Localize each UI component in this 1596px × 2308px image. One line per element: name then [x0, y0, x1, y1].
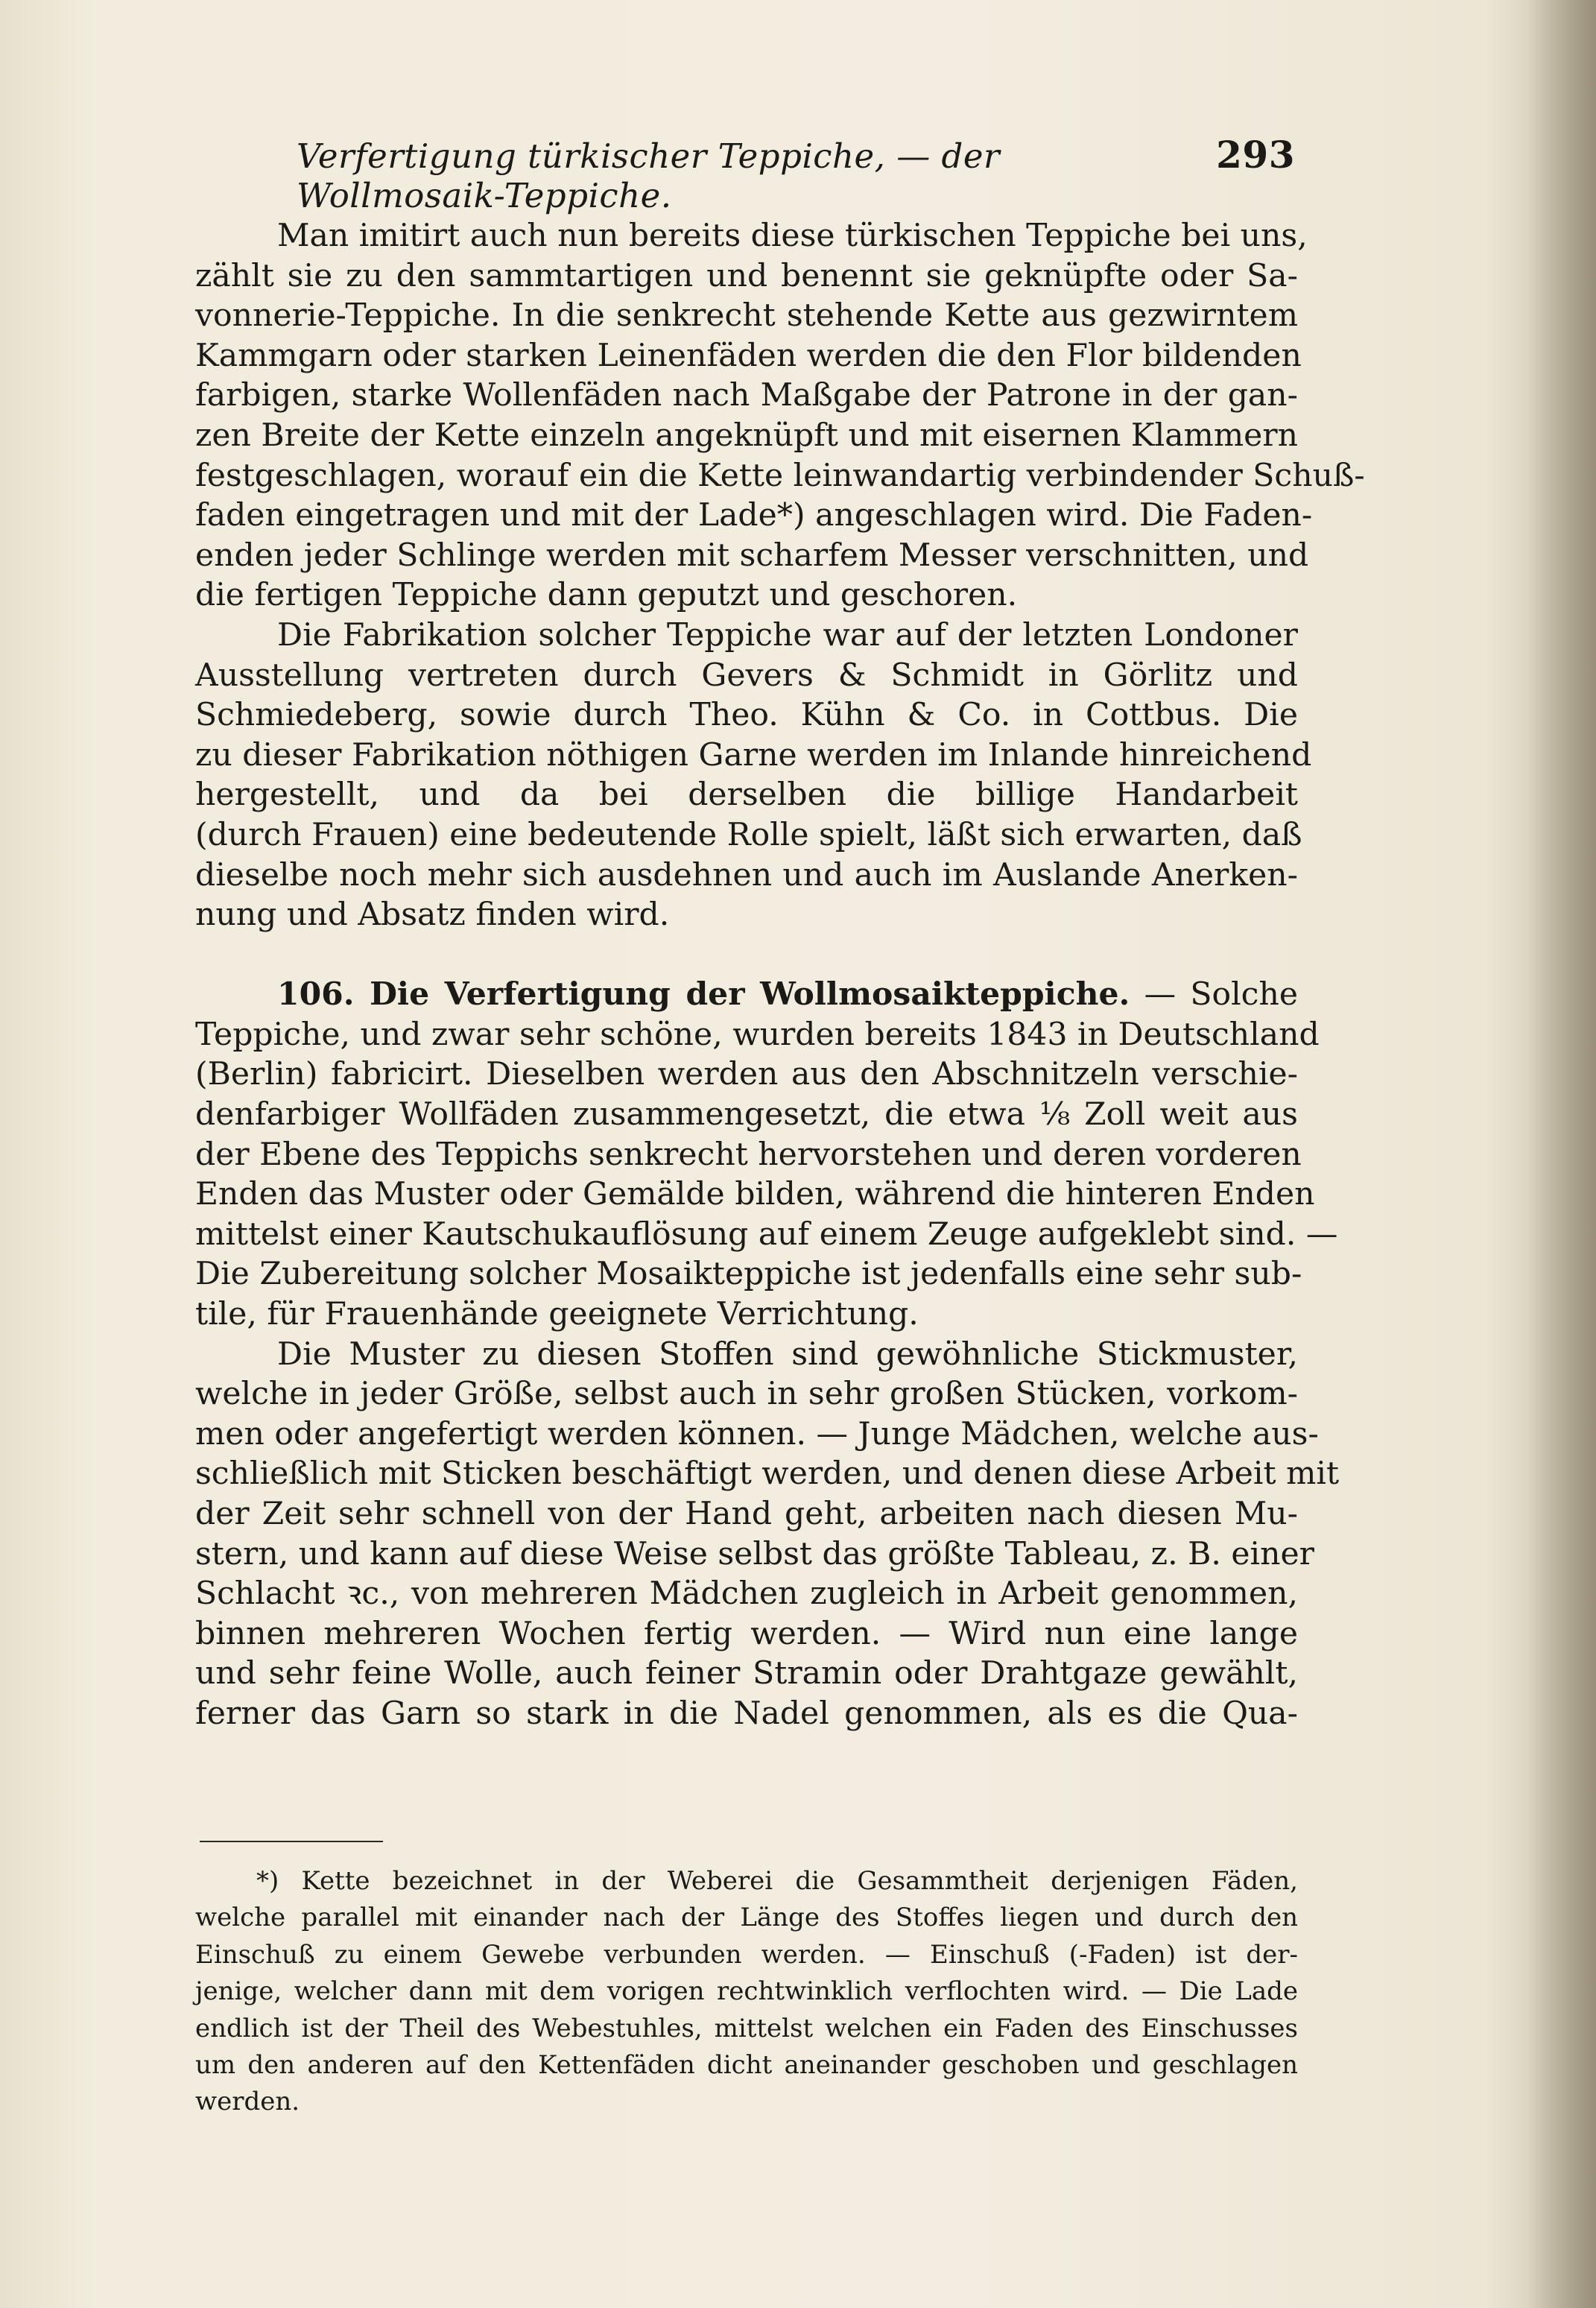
text-line: und sehr feine Wolle, auch feiner Stramin oder Drahtgaze gewählt,: [195, 1655, 1298, 1692]
text-line: enden jeder Schlinge werden mit scharfem Messer verschnitten, und: [195, 537, 1309, 574]
text-line: Teppiche, und zwar sehr schöne, wurden bereits 1843 in Deutschland: [195, 1016, 1320, 1053]
text-line: die fertigen Teppiche dann geputzt und geschoren.: [195, 577, 1018, 614]
section-heading-line: [195, 975, 1298, 1015]
text-line: schließlich mit Sticken beschäftigt werden, und denen diese Arbeit mit: [195, 1455, 1340, 1493]
text-line: Man imitirt auch nun bereits diese türkischen Teppiche bei uns,: [277, 218, 1308, 254]
text-line: Die Muster zu diesen Stoffen sind gewöhnliche Stickmuster,: [277, 1335, 1298, 1373]
section-heading: 106. Die Verfertigung der Wollmosaikteppiche.: [277, 976, 1130, 1014]
text-line: Die Fabrikation solcher Teppiche war auf der letzten Londoner: [277, 616, 1298, 654]
text-line: binnen mehreren Wochen fertig werden. — Wird nun eine lange: [195, 1615, 1298, 1652]
text-line: vonnerie-Teppiche. In die senkrecht stehende Kette aus gezwirntem: [195, 297, 1298, 335]
section-gap: [195, 935, 1298, 976]
page-number: 293: [1216, 133, 1295, 177]
text-line: der Ebene des Teppichs senkrecht hervorstehen und deren vorderen: [195, 1136, 1302, 1173]
text-line: faden eingetragen und mit der Lade*) angeschlagen wird. Die Faden-: [195, 497, 1313, 534]
section-heading-continuation: — Solche: [1144, 976, 1298, 1014]
footnote-line: werden.: [195, 2087, 300, 2117]
footnote-line: jenige, welcher dann mit dem vorigen rechtwinklich verflochten wird. — Die Lade: [195, 1976, 1298, 2007]
text-line: (durch Frauen) eine bedeutende Rolle spielt, läßt sich erwarten, daß: [195, 816, 1302, 853]
text-line: zu dieser Fabrikation nöthigen Garne werden im Inlande hinreichend: [195, 736, 1312, 774]
text-line: Schmiedeberg, sowie durch Theo. Kühn & Co. in Cottbus. Die: [195, 697, 1298, 734]
text-line: nung und Absatz finden wird.: [195, 897, 670, 934]
text-line: Kammgarn oder starken Leinenfäden werden die den Flor bildenden: [195, 337, 1302, 374]
running-head: [297, 133, 1295, 215]
text-line: men oder angefertigt werden können. — Junge Mädchen, welche aus-: [195, 1415, 1319, 1452]
running-head-title: Verfertigung türkischer Teppiche, — der Wollmosaik-Teppiche.: [297, 136, 1000, 215]
text-line: zen Breite der Kette einzeln angeknüpft und mit eisernen Klammern: [195, 417, 1298, 454]
text-line: festgeschlagen, worauf ein die Kette leinwandartig verbindender Schuß-: [195, 457, 1365, 494]
footnote-line: welche parallel mit einander nach der Länge des Stoffes liegen und durch den: [195, 1903, 1298, 1933]
footnote-line: um den anderen auf den Kettenfäden dicht aneinander geschoben und geschlagen: [195, 2049, 1298, 2080]
text-line: mittelst einer Kautschukauflösung auf einem Zeuge aufgeklebt sind. —: [195, 1215, 1338, 1253]
text-line: der Zeit sehr schnell von der Hand geht, arbeiten nach diesen Mu-: [195, 1496, 1298, 1532]
text-line: ferner das Garn so stark in die Nadel genommen, als es die Qua-: [195, 1695, 1298, 1732]
text-line: Die Zubereitung solcher Mosaikteppiche ist jedenfalls eine sehr sub-: [195, 1256, 1302, 1293]
text-line: stern, und kann auf diese Weise selbst das größte Tableau, z. B. einer: [195, 1535, 1314, 1572]
page-edge-shadow: [1526, 0, 1596, 2308]
text-line: zählt sie zu den sammtartigen und benennt sie geknüpfte oder Sa-: [195, 257, 1298, 294]
text-line: hergestellt, und da bei derselben die billige Handarbeit: [195, 777, 1298, 814]
text-line: Enden das Muster oder Gemälde bilden, während die hinteren Enden: [195, 1176, 1315, 1213]
text-line: (Berlin) fabricirt. Dieselben werden aus den Abschnitzeln verschie-: [195, 1056, 1298, 1093]
text-line: Schlacht ꝛc., von mehreren Mädchen zugleich in Arbeit genommen,: [195, 1575, 1298, 1613]
text-line: welche in jeder Größe, selbst auch in sehr großen Stücken, vorkom-: [195, 1376, 1298, 1413]
footnote-rule: [200, 1841, 383, 1842]
text-line: Ausstellung vertreten durch Gevers & Schmidt in Görlitz und: [195, 657, 1298, 694]
footnote-line: Einschuß zu einem Gewebe verbunden werden. — Einschuß (-Faden) ist der-: [195, 1939, 1298, 1970]
text-line: farbigen, starke Wollenfäden nach Maßgabe der Patrone in der gan-: [195, 377, 1298, 414]
footnote: [195, 1863, 1298, 2121]
footnote-line: endlich ist der Theil des Webestuhles, mittelst welchen ein Faden des Einschusses: [195, 2013, 1298, 2043]
text-line: tile, für Frauenhände geeignete Verrichtung.: [195, 1296, 919, 1333]
body-text: [195, 216, 1365, 1734]
text-line: dieselbe noch mehr sich ausdehnen und auch im Auslande Anerken-: [195, 856, 1298, 894]
footnote-line: *) Kette bezeichnet in der Weberei die Gesammtheit derjenigen Fäden,: [256, 1866, 1298, 1896]
text-line: denfarbiger Wollfäden zusammengesetzt, die etwa ⅛ Zoll weit aus: [195, 1096, 1298, 1134]
